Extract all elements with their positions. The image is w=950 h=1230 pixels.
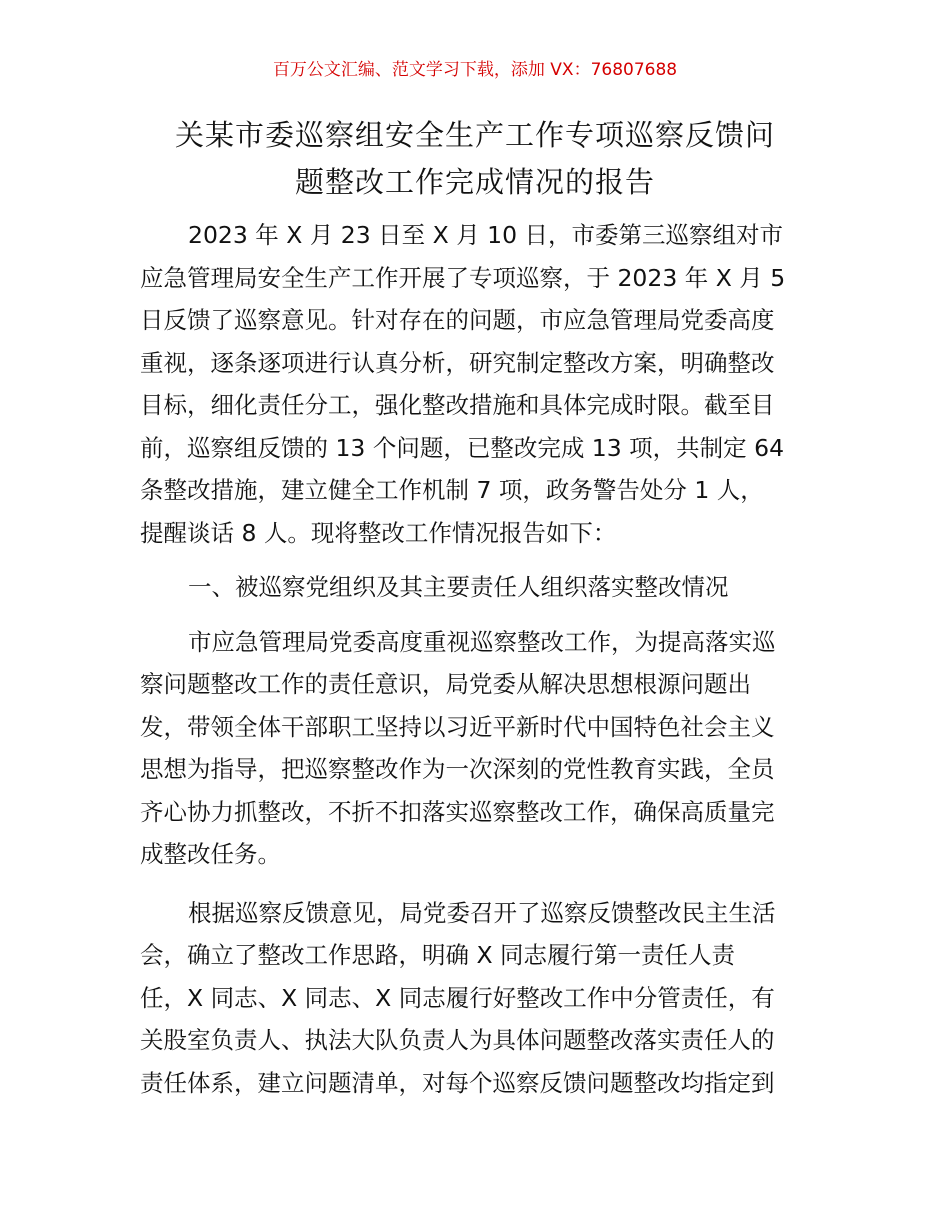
title-line-1: 关某市委巡察组安全生产工作专项巡察反馈问 <box>174 118 775 152</box>
paragraph-line: 应急管理局安全生产工作开展了专项巡察，于 2023 年 X 月 5 <box>140 263 786 292</box>
paragraph-line: 提醒谈话 8 人。现将整改工作情况报告如下： <box>140 518 617 547</box>
paragraph-line: 市应急管理局党委高度重视巡察整改工作，为提高落实巡 <box>188 627 776 656</box>
paragraph-line: 会，确立了整改工作思路，明确 X 同志履行第一责任人责 <box>140 941 736 969</box>
document-title <box>120 112 830 206</box>
paragraph-line: 成整改任务。 <box>140 840 281 868</box>
paragraph-line: 察问题整改工作的责任意识，局党委从解决思想根源问题出 <box>140 670 751 698</box>
paragraph-line: 责任体系，建立问题清单，对每个巡察反馈问题整改均指定到 <box>140 1068 775 1097</box>
paragraph-line: 重视，逐条逐项进行认真分析，研究制定整改方案，明确整改 <box>140 348 775 377</box>
paragraph-line: 目标，细化责任分工，强化整改措施和具体完成时限。截至目 <box>140 391 775 419</box>
paragraph-line: 发，带领全体干部职工坚持以习近平新时代中国特色社会主义 <box>140 712 775 741</box>
paragraph-line: 2023 年 X 月 23 日至 X 月 10 日，市委第三巡察组对市 <box>188 221 784 249</box>
paragraph-line: 关股室负责人、执法大队负责人为具体问题整改落实责任人的 <box>140 1026 775 1054</box>
paragraph-rectification <box>140 621 812 876</box>
paragraph-line: 日反馈了巡察意见。针对存在的问题，市应急管理局党委高度 <box>140 306 775 334</box>
paragraph-responsibility <box>140 892 812 1105</box>
document-body <box>140 214 812 1104</box>
paragraph-intro <box>140 214 812 554</box>
paragraph-line: 条整改措施，建立健全工作机制 7 项，政务警告处分 1 人， <box>140 476 764 504</box>
paragraph-line: 齐心协力抓整改，不折不扣落实巡察整改工作，确保高质量完 <box>140 797 775 826</box>
title-line-2: 题整改工作完成情况的报告 <box>294 165 655 199</box>
paragraph-line: 思想为指导，把巡察整改作为一次深刻的党性教育实践，全员 <box>140 755 775 783</box>
paragraph-line: 根据巡察反馈意见，局党委召开了巡察反馈整改民主生活 <box>188 898 776 927</box>
section-heading-text: 一、被巡察党组织及其主要责任人组织落实整改情况 <box>188 573 729 601</box>
promo-header: 百万公文汇编、范文学习下载，添加 VX：76807688 <box>272 60 678 80</box>
paragraph-line: 前，巡察组反馈的 13 个问题，已整改完成 13 项，共制定 64 <box>140 433 785 462</box>
section-heading-1 <box>140 566 812 609</box>
paragraph-line: 任，X 同志、X 同志、X 同志履行好整改工作中分管责任，有 <box>140 983 775 1012</box>
